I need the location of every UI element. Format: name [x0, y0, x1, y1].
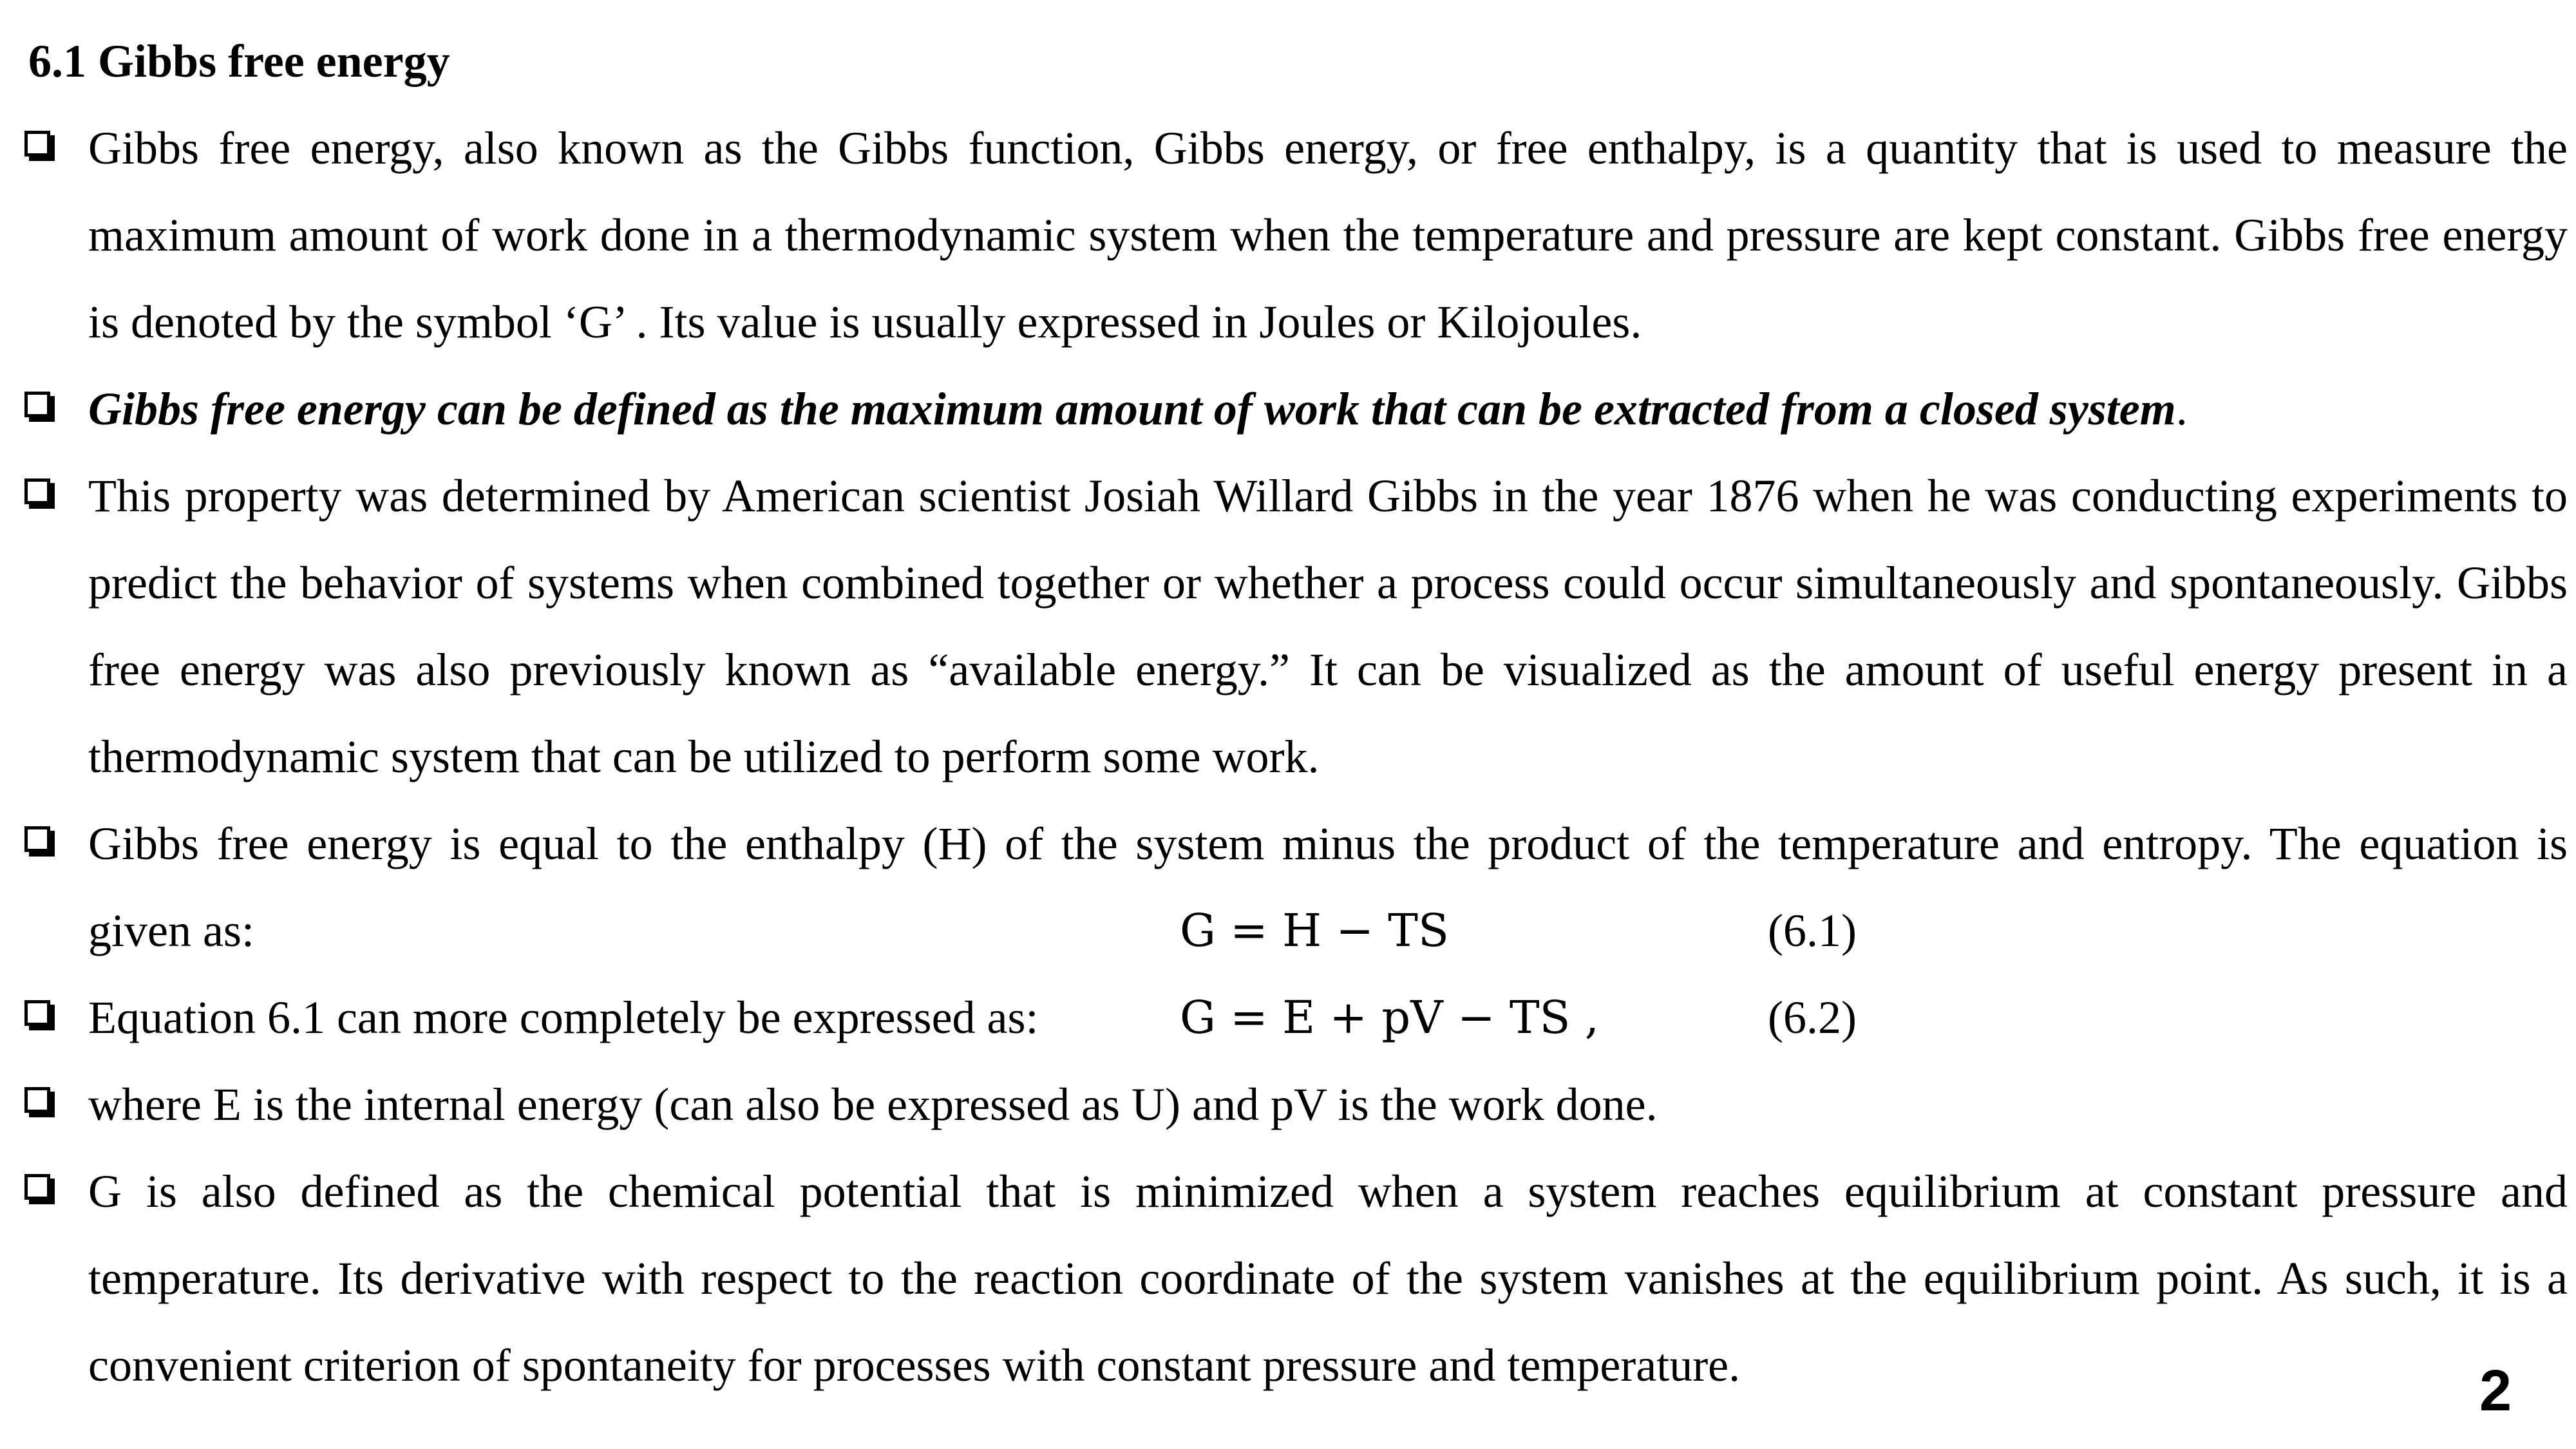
paragraph-internal-energy: where E is the internal energy (can also be expressed as U) and pV is the work done. [88, 1079, 1658, 1130]
checkbox-bullet-icon [24, 478, 50, 504]
section-heading: 6.1 Gibbs free energy [28, 35, 450, 87]
paragraph-chemical-potential: G is also defined as the chemical potential that is minimized when a system reaches equilibrium at constant pressure and temperature. Its derivative with respect to the reaction coordinate of the system vanishes at the equilibrium point. As such, it is a convenient criterion of spontaneity for processes with constant pressure and temperature. [88, 1166, 2568, 1391]
checkbox-bullet-icon [24, 131, 50, 156]
checkbox-bullet-icon [24, 1000, 50, 1026]
paragraph-history: This property was determined by American scientist Josiah Willard Gibbs in the year 1876 when he was conducting experiments to predict the behavior of systems when combined together or whether a process could occur simultaneously and spontaneously. Gibbs free energy was also previously known as “available energy.” It can be visualized as the amount of useful energy present in a thermodynamic system that can be utilized to perform some work. [88, 470, 2568, 782]
page-number: 2 [2479, 1359, 2512, 1423]
checkbox-bullet-icon [24, 392, 50, 417]
equation-6-2: G = E + pV − TS , [1180, 991, 1599, 1044]
checkbox-bullet-icon [24, 1174, 50, 1200]
paragraph-expanded-equation: Equation 6.1 can more completely be expressed as: [88, 992, 1039, 1043]
paragraph-enthalpy: Gibbs free energy is equal to the enthalpy (H) of the system minus the product of the temperature and entropy. The equation is [88, 818, 2568, 869]
equation-number-6-2: (6.2) [1768, 992, 1857, 1043]
equation-6-1: G = H − TS [1180, 904, 1449, 957]
checkbox-bullet-icon [24, 1087, 50, 1113]
emphasis-period: . [2175, 383, 2188, 435]
checkbox-bullet-icon [24, 826, 50, 852]
paragraph-emphasis [88, 366, 2188, 453]
paragraph-enthalpy-continued: given as: [88, 905, 254, 956]
equation-number-6-1: (6.1) [1768, 905, 1857, 956]
emphasis-text: Gibbs free energy can be defined as the maximum amount of work that can be extracted from a closed system [88, 383, 2176, 435]
paragraph-definition: Gibbs free energy, also known as the Gibbs function, Gibbs energy, or free enthalpy, is a quantity that is used to measure the maximum amount of work done in a thermodynamic system when the temperature and pressure are kept constant. Gibbs free energy is denoted by the symbol ‘G’ . Its value is usually expressed in Joules or Kilojoules. [88, 122, 2568, 348]
